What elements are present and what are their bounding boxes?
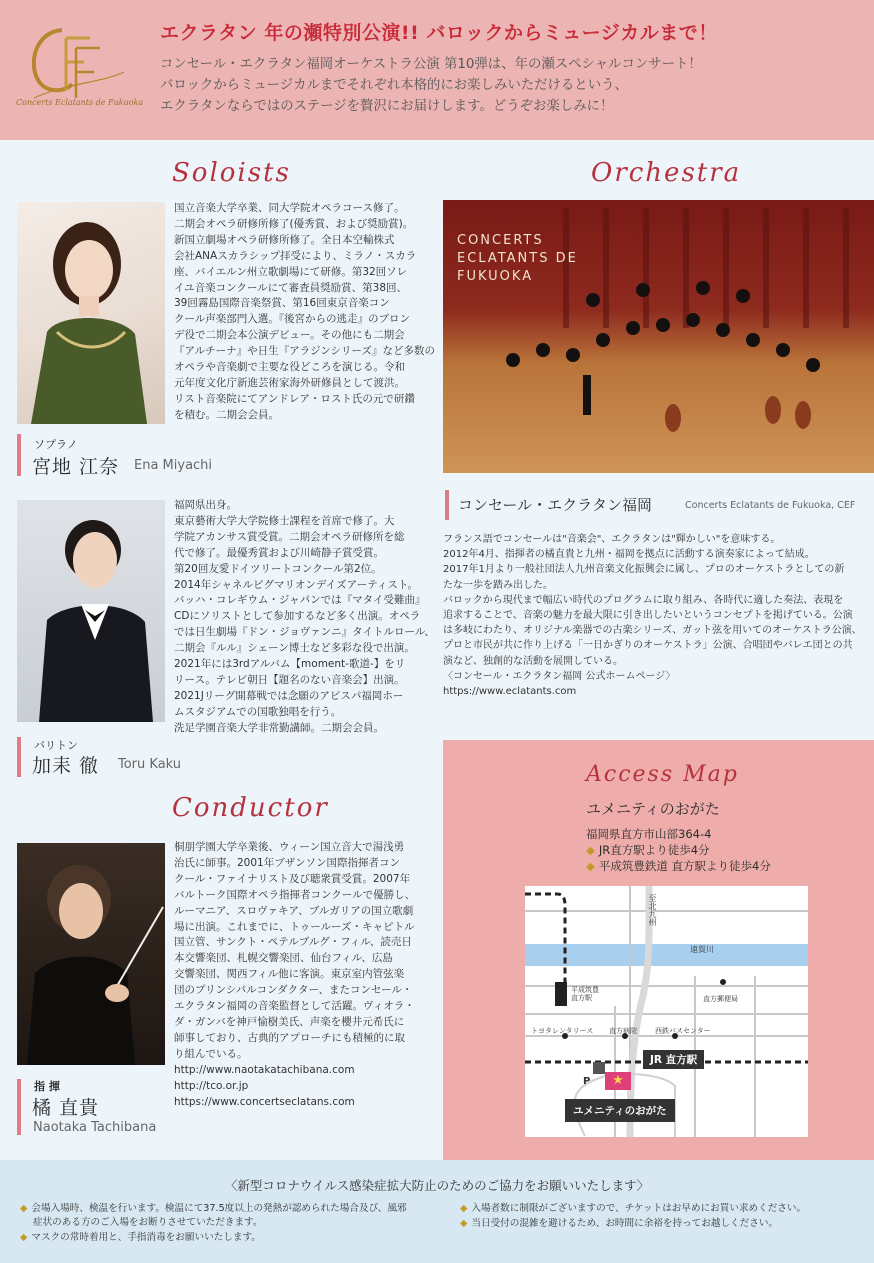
- bio-line: 座、バイエルン州立歌劇場にて研修。第32回ソレ: [174, 265, 408, 278]
- notice-text: マスクの常時着用と、手指消毒をお願いいたします。: [31, 1232, 261, 1243]
- bio-line: ダ・ガンバを神戸愉樹美氏、声楽を櫻井元希氏に: [174, 1015, 405, 1028]
- map-label-hospital: 直方病院: [609, 1027, 637, 1035]
- map-label-bus-center: 西鉄バスセンター: [655, 1027, 711, 1035]
- bio-line: 福岡県出身。: [174, 499, 237, 511]
- baritone-role: バリトン: [34, 739, 78, 752]
- photo-caption: [457, 232, 578, 286]
- soprano-role: ソプラノ: [34, 438, 78, 451]
- bullet-icon: ◆: [586, 859, 595, 873]
- bio-line: 東京藝術大学大学院修士課程を首席で修了。大: [174, 514, 395, 527]
- footer-title: 〈新型コロナウイルス感染症拡大防止のためのご協力をお願いいたします〉: [224, 1178, 650, 1193]
- bullet-icon: ◆: [20, 1232, 28, 1243]
- map-parking: P: [583, 1076, 591, 1087]
- notice-text: 会場入場時、検温を行います。検温にて37.5度以上の発熱が認められた場合及び、風邪: [31, 1203, 407, 1214]
- bio-line: 場に出演。これまでに、トゥールーズ・キャピトル: [174, 920, 415, 933]
- access-heading: Access Map: [586, 762, 739, 787]
- header-line: エクラタンならではのステージを贅沢にお届けします。どうぞお楽しみに！: [160, 99, 614, 114]
- map-label-river: 遠賀川: [690, 945, 714, 954]
- baritone-photo: [17, 500, 165, 722]
- bio-line: 代で修了。最優秀賞および川崎静子賞受賞。: [174, 546, 384, 559]
- description-line: たな一歩を踏み出した。: [443, 579, 553, 591]
- conductor-link[interactable]: http://tco.or.jp: [174, 1079, 249, 1092]
- venue-name: ユメニティのおがた: [586, 800, 720, 818]
- header-title: エクラタン 年の瀬特別公演!! バロックからミュージカルまで！: [160, 22, 718, 44]
- name-accent-bar: [445, 490, 449, 520]
- photo-caption-line: FUKUOKA: [457, 269, 534, 284]
- map-label-toyota: トヨタレンタリース: [531, 1027, 594, 1035]
- bio-line: 師事しており、古典的アプローチにも積極的に取: [174, 1031, 405, 1044]
- bio-line: を積む。二期会会員。: [174, 408, 279, 421]
- header-line: コンセール・エクラタン福岡オーケストラ公演 第10弾は、年の瀬スペシャルコンサート！: [160, 57, 702, 72]
- orchestra-url[interactable]: https://www.eclatants.com: [443, 686, 577, 698]
- access-map: [525, 886, 808, 1137]
- footer-notice: [0, 1160, 874, 1263]
- soprano-photo: [17, 202, 165, 424]
- header-band: [0, 0, 874, 140]
- bio-line: 『アルチーナ』や日生『アラジンシリーズ』など多数の: [174, 345, 436, 358]
- name-accent-bar: [17, 1079, 21, 1135]
- bio-line: リスト音楽院にてアンドレア・ロスト氏の元で研鑽: [174, 392, 415, 405]
- conductor-link[interactable]: https://www.concertseclatans.com: [174, 1095, 355, 1108]
- bio-line: 元年度文化庁新進芸術家海外研修員として渡洪。: [174, 376, 405, 389]
- bio-line: 2014年シャネルピグマリオンデイズアーティスト。: [174, 578, 418, 591]
- bio-line: 団のプリンシパルコンダクター、またコンセール・: [174, 984, 413, 997]
- header-description: [160, 54, 702, 117]
- bio-line: バルトーク国際オペラ指揮者コンクールで優勝し、: [174, 888, 416, 901]
- conductor-photo: [17, 843, 165, 1065]
- bio-line: 交響楽団、関西フィル他に客演。東京室内管弦楽: [174, 968, 405, 981]
- bio-line: 会社ANAスカラシップ拝受により、ミラノ・スカラ: [174, 249, 417, 262]
- bio-line: 新国立劇場オペラ研修所修了。全日本空輸株式: [174, 233, 395, 246]
- bio-line: デ役で二期会本公演デビュー。その他にも二期会: [174, 329, 405, 342]
- bio-line: 第20回友愛ドイツリートコンクール第2位。: [174, 562, 382, 575]
- bio-line: ムスタジアムでの国歌独唱を行う。: [174, 705, 342, 718]
- bio-line: 2021年には3rdアルバム【moment-歌道-】をリ: [174, 658, 406, 671]
- map-label-post-office: 直方郵便局: [703, 995, 738, 1003]
- name-accent-bar: [17, 737, 21, 777]
- notice-item: [33, 1216, 262, 1230]
- bio-line: 学院アカンサス賞受賞。二期会オペラ研修所を総: [174, 530, 405, 543]
- bio-line: バッハ・コレギウム・ジャパンでは『マタイ受難曲』: [174, 594, 426, 607]
- bullet-icon: ◆: [586, 843, 595, 857]
- orchestra-heading: Orchestra: [591, 158, 742, 188]
- orchestra-name: コンセール・エクラタン福岡: [458, 496, 652, 514]
- bio-line: エクラタン福岡の音楽監督として活躍。ヴィオラ・: [174, 1000, 415, 1013]
- bio-line: クール声楽部門入選。『後宮からの逃走』のブロン: [174, 313, 411, 326]
- notice-item: [20, 1202, 407, 1216]
- description-line: 〈コンセール・エクラタン福岡 公式ホームページ〉: [443, 670, 676, 682]
- notice-text: 入場者数に制限がございますので、チケットはお早めにお買い求めください。: [471, 1203, 807, 1214]
- description-line: プロと市民が共に作り上げる「一日かぎりのオーケストラ」公演、合唱団やバレエ団との共: [443, 640, 853, 652]
- soloists-heading: Soloists: [172, 158, 291, 188]
- route-jr: [586, 842, 710, 858]
- description-line: 演など、独創的な活動を展開している。: [443, 655, 623, 667]
- bio-line: 本交響楽団、札幌交響楽団、仙台フィル、広島: [174, 952, 393, 965]
- description-line: 2012年4月、指揮者の橘直貴と九州・福岡を拠点に活動する演奏家によって結成。: [443, 549, 815, 561]
- bullet-icon: ◆: [460, 1218, 468, 1229]
- description-line: 追求することで、音楽の魅力を最大限に引き出したいというコンセプトを掲げている。公演: [443, 610, 853, 622]
- bio-line: り組んでいる。: [174, 1047, 248, 1060]
- soprano-name: 宮地 江奈: [32, 456, 120, 478]
- bio-line: イユ音楽コンクールにて審査員奨励賞、第38回、: [174, 281, 408, 294]
- map-label-venue: ユメニティのおがた: [565, 1099, 675, 1122]
- star-icon: ★: [605, 1072, 631, 1090]
- logo-text: Concerts Eclatants de Fukuoka: [16, 98, 144, 107]
- notice-text: 当日受付の混雑を避けるため、お時間に余裕を持ってお越しください。: [471, 1218, 779, 1229]
- bio-line: では日生劇場『ドン・ジョヴァンニ』タイトルロール、: [174, 626, 435, 639]
- venue-address: 福岡県直方市山部364-4: [586, 827, 712, 841]
- description-line: フランス語でコンセールは"音楽会"、エクラタンは"輝かしい"を意味する。: [443, 534, 781, 545]
- notice-text: 症状のある方のご入場をお断りさせていただきます。: [33, 1217, 263, 1228]
- orchestra-description: [443, 532, 863, 699]
- cef-logo: [14, 18, 134, 126]
- map-label-route: 至北九州: [648, 894, 657, 926]
- baritone-bio: [174, 498, 435, 737]
- orchestra-photo: [443, 200, 874, 473]
- conductor-link[interactable]: http://www.naotakatachibana.com: [174, 1063, 355, 1076]
- photo-caption-line: CONCERTS: [457, 233, 544, 248]
- route-text: 平成筑豊鉄道 直方駅より徒歩4分: [598, 859, 771, 873]
- bio-line: CDにソリストとして参加するなど多く出演。オペラ: [174, 610, 421, 623]
- orchestra-name-en: Concerts Eclatants de Fukuoka, CEF: [685, 500, 856, 511]
- conductor-role: 指 揮: [34, 1080, 60, 1093]
- bio-line: ルーマニア、スロヴァキア、ブルガリアの国立歌劇: [174, 904, 414, 917]
- header-line: バロックからミュージカルまでそれぞれ本格的にお楽しみいただけるという、: [160, 78, 628, 93]
- bio-line: 39回霧島国際音楽祭賞、第16回東京音楽コン: [174, 297, 390, 310]
- soprano-bio: [174, 201, 435, 424]
- route-text: JR直方駅より徒歩4分: [598, 843, 710, 857]
- description-line: 2017年1月より一般社団法人九州音楽文化振興会に属し、プロのオーケストラとしての新: [443, 564, 845, 576]
- bio-line: 洗足学園音楽大学非常勤講師。二期会会員。: [174, 721, 384, 734]
- notice-item: [460, 1202, 806, 1216]
- bio-line: 桐朋学園大学卒業後、ウィーン国立音大で湯浅勇: [174, 841, 405, 853]
- conductor-figure: [17, 843, 165, 1065]
- notice-item: [20, 1231, 261, 1245]
- bio-line: 二期会『ルル』シェーン博士など多彩な役で出演。: [174, 642, 415, 655]
- conductor-bio: [174, 840, 415, 1110]
- bio-line: クール・ファイナリスト及び聴衆賞受賞。2007年: [174, 872, 411, 885]
- bullet-icon: ◆: [460, 1203, 468, 1214]
- soprano-figure: [17, 202, 165, 424]
- soprano-name-en: Ena Miyachi: [134, 458, 213, 473]
- access-section: [443, 740, 874, 1160]
- photo-caption-line: ECLATANTS DE: [457, 251, 578, 266]
- notice-item: [460, 1217, 778, 1231]
- conductor-name-en: Naotaka Tachibana: [33, 1120, 157, 1135]
- conductor-heading: Conductor: [172, 793, 329, 823]
- bio-line: 国立音楽大学卒業、同大学院オペラコース修了。: [174, 202, 405, 214]
- bio-line: 2021Jリーグ開幕戦では念願のアビスパ福岡ホー: [174, 689, 404, 702]
- baritone-name-en: Toru Kaku: [118, 757, 182, 772]
- description-line: バロックから現代まで幅広い時代のプログラムに取り組み、各時代に適した奏法、表現を: [443, 594, 844, 606]
- baritone-name: 加耒 徹: [32, 755, 100, 777]
- map-label-heisei-station: 平成筑豊 直方駅: [571, 986, 599, 1002]
- bio-line: 治氏に師事。2001年ブザンソン国際指揮者コン: [174, 856, 401, 869]
- bullet-icon: ◆: [20, 1203, 28, 1214]
- bio-line: 二期会オペラ研修所修了(優秀賞、および奨励賞)。: [174, 217, 414, 230]
- conductor-name: 橘 直貴: [32, 1097, 100, 1119]
- description-line: は多岐にわたり、オリジナル楽器での古楽シリーズ、ガット弦を用いてのオーケストラ公演、: [443, 625, 862, 637]
- bio-line: リース。テレビ朝日【題名のない音楽会】出演。: [174, 673, 405, 686]
- bio-line: オペラや音楽劇で主要な役どころを演じる。令和: [174, 361, 405, 374]
- bio-line: 国立管、サンクト・ペテルブルグ・フィル、読売日: [174, 936, 412, 949]
- baritone-figure: [17, 500, 165, 722]
- route-heisei: [586, 858, 771, 874]
- map-label-jr-station: JR 直方駅: [643, 1050, 704, 1069]
- name-accent-bar: [17, 434, 21, 476]
